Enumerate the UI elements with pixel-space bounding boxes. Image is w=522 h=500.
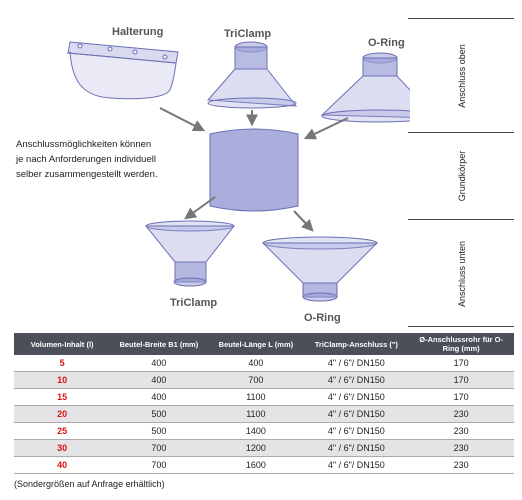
label-triclamp-bottom: TriClamp [170,297,218,309]
cell-triclamp: 4" / 6"/ DN150 [304,355,408,372]
grundkoerper-part [210,129,298,211]
arrow [294,211,312,230]
section-divider [408,18,514,19]
cell-volume: 15 [14,389,110,406]
cell-width: 700 [110,457,207,474]
arrow [160,108,203,130]
cell-oring: 230 [408,406,514,423]
cell-volume: 40 [14,457,110,474]
cell-length: 400 [207,355,304,372]
cell-oring: 230 [408,457,514,474]
triclamp-top-part [208,42,296,108]
cell-triclamp: 4" / 6"/ DN150 [304,440,408,457]
cell-volume: 5 [14,355,110,372]
cell-width: 400 [110,372,207,389]
triclamp-bottom-part [146,221,234,286]
cell-triclamp: 4" / 6"/ DN150 [304,457,408,474]
cell-volume: 30 [14,440,110,457]
table-row [14,372,514,389]
cell-oring: 170 [408,372,514,389]
table-row [14,406,514,423]
cell-oring: 170 [408,389,514,406]
arrow [186,197,215,218]
cell-length: 1100 [207,406,304,423]
col-header-length: Beutel-Länge L (mm) [207,333,304,355]
cell-oring: 230 [408,440,514,457]
col-header-width: Beutel-Breite B1 (mm) [110,333,207,355]
cell-oring: 170 [408,355,514,372]
cell-length: 1600 [207,457,304,474]
cell-length: 700 [207,372,304,389]
table-header-row [14,333,514,355]
col-header-volume: Volumen-Inhalt (l) [14,333,110,355]
section-divider [408,326,514,327]
cell-width: 700 [110,440,207,457]
col-header-oring: Ø-Anschlussrohr für O-Ring (mm) [408,333,514,355]
cell-triclamp: 4" / 6"/ DN150 [304,423,408,440]
table-row [14,355,514,372]
cell-oring: 230 [408,423,514,440]
table-row [14,389,514,406]
specs-table [14,333,514,474]
cell-length: 1200 [207,440,304,457]
label-oring-bottom: O-Ring [304,312,341,324]
cell-triclamp: 4" / 6"/ DN150 [304,372,408,389]
cell-triclamp: 4" / 6"/ DN150 [304,389,408,406]
cell-width: 400 [110,389,207,406]
side-label-middle: Grundkörper [457,150,467,202]
table-row [14,423,514,440]
oring-top-part [322,53,410,122]
cell-triclamp: 4" / 6"/ DN150 [304,406,408,423]
oring-bottom-part [263,237,377,301]
description-line: je nach Anforderungen individuell [16,154,156,165]
cell-width: 500 [110,423,207,440]
cell-volume: 25 [14,423,110,440]
description-line: selber zusammengestellt werden. [16,169,158,180]
description-line: Anschlussmöglichkeiten können [16,139,152,150]
cell-volume: 10 [14,372,110,389]
cell-length: 1100 [207,389,304,406]
cell-width: 400 [110,355,207,372]
footnote: (Sondergrößen auf Anfrage erhältlich) [14,479,165,489]
cell-length: 1400 [207,423,304,440]
side-label-bottom: Anschluss unten [457,240,467,308]
cell-volume: 20 [14,406,110,423]
halterung-part [68,42,178,99]
arrow [306,118,348,138]
table-row [14,457,514,474]
label-triclamp-top: TriClamp [224,28,272,40]
label-oring-top: O-Ring [368,37,405,49]
label-halterung: Halterung [112,26,164,38]
col-header-triclamp: TriClamp-Anschluss (") [304,333,408,355]
side-label-top: Anschluss oben [457,44,467,108]
table-row [14,440,514,457]
cell-width: 500 [110,406,207,423]
